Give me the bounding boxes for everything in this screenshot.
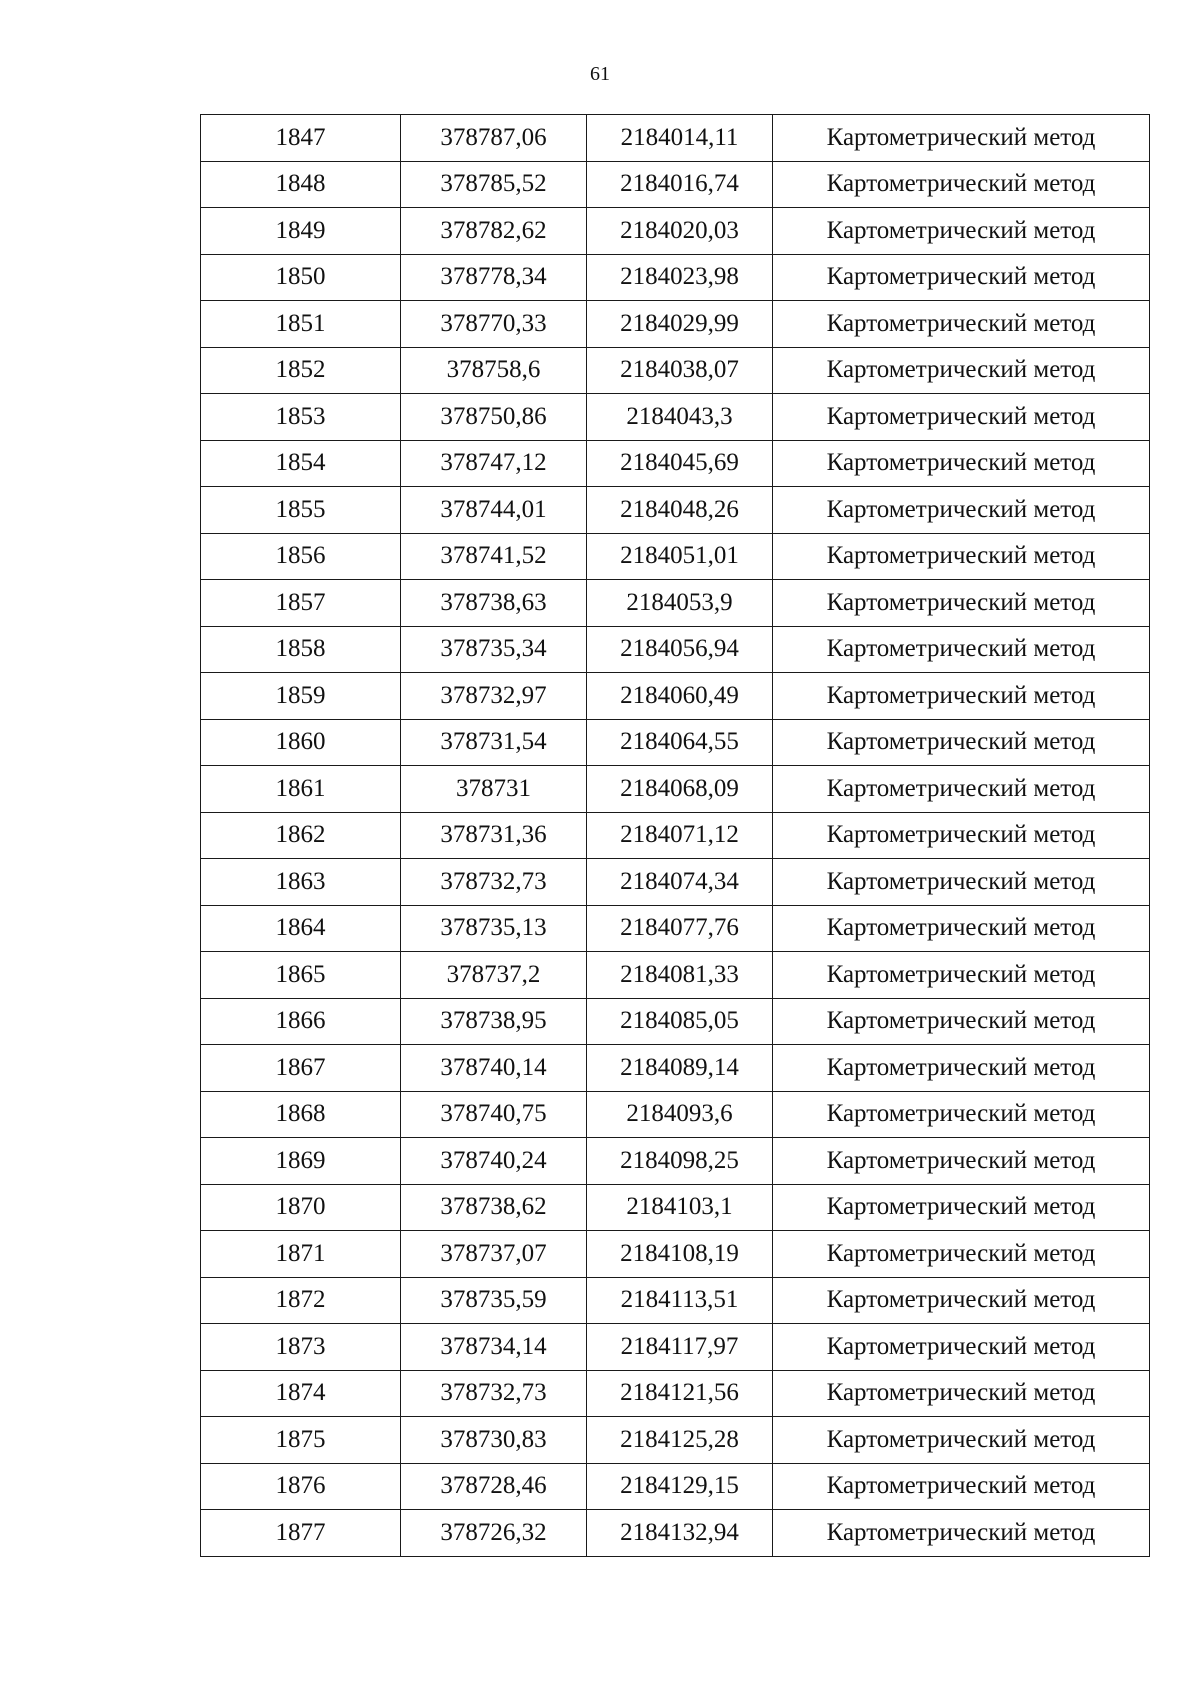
point-number-cell: 1857 bbox=[201, 580, 401, 627]
y-coordinate-cell: 2184108,19 bbox=[587, 1231, 773, 1278]
point-number-cell: 1859 bbox=[201, 673, 401, 720]
table-row bbox=[201, 1184, 1150, 1231]
table-row bbox=[201, 115, 1150, 162]
x-coordinate-cell: 378731 bbox=[401, 766, 587, 813]
point-number-cell: 1873 bbox=[201, 1324, 401, 1371]
method-cell: Картометрический метод bbox=[773, 1510, 1150, 1557]
x-coordinate-cell: 378750,86 bbox=[401, 394, 587, 441]
point-number-cell: 1870 bbox=[201, 1184, 401, 1231]
y-coordinate-cell: 2184053,9 bbox=[587, 580, 773, 627]
coordinates-table bbox=[200, 114, 1150, 1557]
table-row bbox=[201, 719, 1150, 766]
x-coordinate-cell: 378732,73 bbox=[401, 859, 587, 906]
method-cell: Картометрический метод bbox=[773, 1324, 1150, 1371]
x-coordinate-cell: 378740,75 bbox=[401, 1091, 587, 1138]
point-number-cell: 1864 bbox=[201, 905, 401, 952]
table-row bbox=[201, 673, 1150, 720]
y-coordinate-cell: 2184085,05 bbox=[587, 998, 773, 1045]
point-number-cell: 1868 bbox=[201, 1091, 401, 1138]
point-number-cell: 1874 bbox=[201, 1370, 401, 1417]
y-coordinate-cell: 2184074,34 bbox=[587, 859, 773, 906]
table-row bbox=[201, 626, 1150, 673]
y-coordinate-cell: 2184020,03 bbox=[587, 208, 773, 255]
x-coordinate-cell: 378737,07 bbox=[401, 1231, 587, 1278]
method-cell: Картометрический метод bbox=[773, 998, 1150, 1045]
y-coordinate-cell: 2184051,01 bbox=[587, 533, 773, 580]
table-row bbox=[201, 394, 1150, 441]
x-coordinate-cell: 378726,32 bbox=[401, 1510, 587, 1557]
method-cell: Картометрический метод bbox=[773, 347, 1150, 394]
table-row bbox=[201, 487, 1150, 534]
table-row bbox=[201, 1045, 1150, 1092]
table-row bbox=[201, 347, 1150, 394]
x-coordinate-cell: 378735,13 bbox=[401, 905, 587, 952]
x-coordinate-cell: 378744,01 bbox=[401, 487, 587, 534]
method-cell: Картометрический метод bbox=[773, 952, 1150, 999]
y-coordinate-cell: 2184121,56 bbox=[587, 1370, 773, 1417]
method-cell: Картометрический метод bbox=[773, 1045, 1150, 1092]
table-row bbox=[201, 1138, 1150, 1185]
table-row bbox=[201, 859, 1150, 906]
method-cell: Картометрический метод bbox=[773, 208, 1150, 255]
point-number-cell: 1852 bbox=[201, 347, 401, 394]
y-coordinate-cell: 2184060,49 bbox=[587, 673, 773, 720]
method-cell: Картометрический метод bbox=[773, 487, 1150, 534]
point-number-cell: 1877 bbox=[201, 1510, 401, 1557]
table-row bbox=[201, 440, 1150, 487]
y-coordinate-cell: 2184045,69 bbox=[587, 440, 773, 487]
y-coordinate-cell: 2184132,94 bbox=[587, 1510, 773, 1557]
page-number: 61 bbox=[590, 63, 610, 85]
y-coordinate-cell: 2184029,99 bbox=[587, 301, 773, 348]
x-coordinate-cell: 378731,54 bbox=[401, 719, 587, 766]
point-number-cell: 1865 bbox=[201, 952, 401, 999]
point-number-cell: 1853 bbox=[201, 394, 401, 441]
point-number-cell: 1860 bbox=[201, 719, 401, 766]
point-number-cell: 1855 bbox=[201, 487, 401, 534]
table-row bbox=[201, 1510, 1150, 1557]
point-number-cell: 1872 bbox=[201, 1277, 401, 1324]
y-coordinate-cell: 2184038,07 bbox=[587, 347, 773, 394]
y-coordinate-cell: 2184048,26 bbox=[587, 487, 773, 534]
y-coordinate-cell: 2184068,09 bbox=[587, 766, 773, 813]
table-row bbox=[201, 998, 1150, 1045]
table-row bbox=[201, 580, 1150, 627]
method-cell: Картометрический метод bbox=[773, 254, 1150, 301]
method-cell: Картометрический метод bbox=[773, 905, 1150, 952]
table-row bbox=[201, 1091, 1150, 1138]
method-cell: Картометрический метод bbox=[773, 1184, 1150, 1231]
method-cell: Картометрический метод bbox=[773, 394, 1150, 441]
point-number-cell: 1876 bbox=[201, 1463, 401, 1510]
x-coordinate-cell: 378734,14 bbox=[401, 1324, 587, 1371]
table-row bbox=[201, 905, 1150, 952]
x-coordinate-cell: 378787,06 bbox=[401, 115, 587, 162]
x-coordinate-cell: 378782,62 bbox=[401, 208, 587, 255]
point-number-cell: 1863 bbox=[201, 859, 401, 906]
method-cell: Картометрический метод bbox=[773, 719, 1150, 766]
x-coordinate-cell: 378732,97 bbox=[401, 673, 587, 720]
coordinates-table-body bbox=[201, 115, 1150, 1557]
method-cell: Картометрический метод bbox=[773, 1463, 1150, 1510]
y-coordinate-cell: 2184098,25 bbox=[587, 1138, 773, 1185]
method-cell: Картометрический метод bbox=[773, 1091, 1150, 1138]
point-number-cell: 1861 bbox=[201, 766, 401, 813]
point-number-cell: 1875 bbox=[201, 1417, 401, 1464]
method-cell: Картометрический метод bbox=[773, 1370, 1150, 1417]
y-coordinate-cell: 2184103,1 bbox=[587, 1184, 773, 1231]
x-coordinate-cell: 378732,73 bbox=[401, 1370, 587, 1417]
method-cell: Картометрический метод bbox=[773, 580, 1150, 627]
x-coordinate-cell: 378785,52 bbox=[401, 161, 587, 208]
x-coordinate-cell: 378735,59 bbox=[401, 1277, 587, 1324]
table-row bbox=[201, 254, 1150, 301]
x-coordinate-cell: 378731,36 bbox=[401, 812, 587, 859]
y-coordinate-cell: 2184077,76 bbox=[587, 905, 773, 952]
point-number-cell: 1848 bbox=[201, 161, 401, 208]
table-row bbox=[201, 766, 1150, 813]
method-cell: Картометрический метод bbox=[773, 533, 1150, 580]
method-cell: Картометрический метод bbox=[773, 673, 1150, 720]
x-coordinate-cell: 378740,24 bbox=[401, 1138, 587, 1185]
point-number-cell: 1867 bbox=[201, 1045, 401, 1092]
y-coordinate-cell: 2184023,98 bbox=[587, 254, 773, 301]
y-coordinate-cell: 2184014,11 bbox=[587, 115, 773, 162]
x-coordinate-cell: 378747,12 bbox=[401, 440, 587, 487]
x-coordinate-cell: 378778,34 bbox=[401, 254, 587, 301]
y-coordinate-cell: 2184093,6 bbox=[587, 1091, 773, 1138]
point-number-cell: 1849 bbox=[201, 208, 401, 255]
y-coordinate-cell: 2184056,94 bbox=[587, 626, 773, 673]
y-coordinate-cell: 2184129,15 bbox=[587, 1463, 773, 1510]
method-cell: Картометрический метод bbox=[773, 812, 1150, 859]
method-cell: Картометрический метод bbox=[773, 1277, 1150, 1324]
y-coordinate-cell: 2184043,3 bbox=[587, 394, 773, 441]
y-coordinate-cell: 2184081,33 bbox=[587, 952, 773, 999]
point-number-cell: 1858 bbox=[201, 626, 401, 673]
point-number-cell: 1851 bbox=[201, 301, 401, 348]
method-cell: Картометрический метод bbox=[773, 161, 1150, 208]
table-row bbox=[201, 812, 1150, 859]
point-number-cell: 1847 bbox=[201, 115, 401, 162]
table-row bbox=[201, 1231, 1150, 1278]
point-number-cell: 1856 bbox=[201, 533, 401, 580]
x-coordinate-cell: 378738,95 bbox=[401, 998, 587, 1045]
table-row bbox=[201, 1324, 1150, 1371]
table-row bbox=[201, 301, 1150, 348]
y-coordinate-cell: 2184125,28 bbox=[587, 1417, 773, 1464]
coordinates-table-container bbox=[200, 114, 1149, 1557]
point-number-cell: 1862 bbox=[201, 812, 401, 859]
x-coordinate-cell: 378770,33 bbox=[401, 301, 587, 348]
x-coordinate-cell: 378738,63 bbox=[401, 580, 587, 627]
method-cell: Картометрический метод bbox=[773, 1138, 1150, 1185]
point-number-cell: 1850 bbox=[201, 254, 401, 301]
table-row bbox=[201, 533, 1150, 580]
x-coordinate-cell: 378741,52 bbox=[401, 533, 587, 580]
y-coordinate-cell: 2184117,97 bbox=[587, 1324, 773, 1371]
x-coordinate-cell: 378740,14 bbox=[401, 1045, 587, 1092]
x-coordinate-cell: 378737,2 bbox=[401, 952, 587, 999]
table-row bbox=[201, 208, 1150, 255]
x-coordinate-cell: 378735,34 bbox=[401, 626, 587, 673]
method-cell: Картометрический метод bbox=[773, 859, 1150, 906]
method-cell: Картометрический метод bbox=[773, 440, 1150, 487]
y-coordinate-cell: 2184113,51 bbox=[587, 1277, 773, 1324]
x-coordinate-cell: 378730,83 bbox=[401, 1417, 587, 1464]
y-coordinate-cell: 2184064,55 bbox=[587, 719, 773, 766]
x-coordinate-cell: 378728,46 bbox=[401, 1463, 587, 1510]
table-row bbox=[201, 161, 1150, 208]
y-coordinate-cell: 2184016,74 bbox=[587, 161, 773, 208]
x-coordinate-cell: 378758,6 bbox=[401, 347, 587, 394]
method-cell: Картометрический метод bbox=[773, 766, 1150, 813]
method-cell: Картометрический метод bbox=[773, 115, 1150, 162]
y-coordinate-cell: 2184071,12 bbox=[587, 812, 773, 859]
point-number-cell: 1866 bbox=[201, 998, 401, 1045]
point-number-cell: 1869 bbox=[201, 1138, 401, 1185]
method-cell: Картометрический метод bbox=[773, 626, 1150, 673]
x-coordinate-cell: 378738,62 bbox=[401, 1184, 587, 1231]
table-row bbox=[201, 1277, 1150, 1324]
table-row bbox=[201, 952, 1150, 999]
y-coordinate-cell: 2184089,14 bbox=[587, 1045, 773, 1092]
table-row bbox=[201, 1417, 1150, 1464]
table-row bbox=[201, 1370, 1150, 1417]
method-cell: Картометрический метод bbox=[773, 1231, 1150, 1278]
method-cell: Картометрический метод bbox=[773, 1417, 1150, 1464]
table-row bbox=[201, 1463, 1150, 1510]
point-number-cell: 1854 bbox=[201, 440, 401, 487]
point-number-cell: 1871 bbox=[201, 1231, 401, 1278]
method-cell: Картометрический метод bbox=[773, 301, 1150, 348]
